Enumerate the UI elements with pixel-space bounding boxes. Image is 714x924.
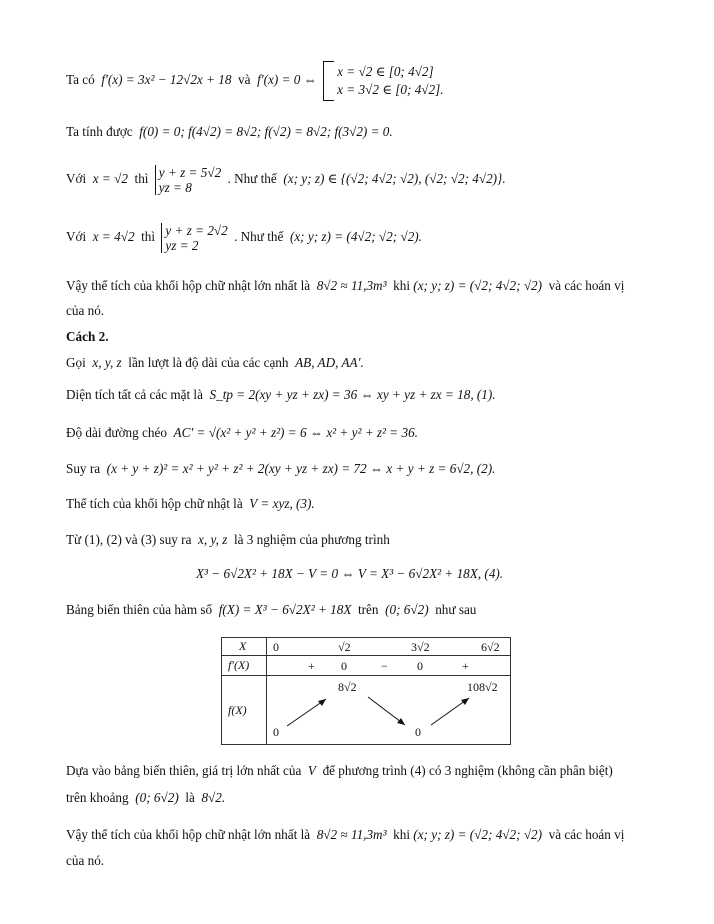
area-line [66,387,496,403]
text: Độ dài đường chéo [66,425,167,440]
text: Ta tính được [66,124,133,139]
text: Từ (1), (2) và (3) suy ra [66,532,192,547]
text: trên [357,602,379,617]
text: Gọi [66,355,86,370]
x-value: 3√2 [411,640,430,654]
conclusion-line [66,278,624,294]
x-value: 6√2 [481,640,500,654]
solution-set [337,63,443,99]
text: Vậy thể tích của khối hộp chữ nhật lớn nhất là [66,827,311,842]
text: . Như thế [234,229,284,245]
case-value: x = 4√2 [92,229,135,245]
solution: (x; y; z) = (√2; 4√2; √2) [413,827,543,842]
value: 8√2. [201,790,226,805]
text: của nó. [66,853,105,868]
text: Diện tích tất cả các mặt là [66,387,203,402]
row-x-label: X [239,639,247,653]
solution-2: x = 3√2 ∈ [0; 4√2]. [337,82,444,97]
case-2-line [66,223,422,253]
text: Với [66,229,87,245]
edges: AB, AD, AA′. [295,355,364,370]
equation: yz = 8 [158,180,192,195]
text: lần lượt là độ dài của các cạnh [128,355,289,370]
text: Với [66,171,87,187]
sign: 0 [341,659,347,673]
final-conclusion-line [66,827,624,843]
variation-table [221,637,511,745]
interval: (0; 6√2) [135,790,179,805]
text: trên khoảng [66,790,129,805]
sign: + [308,659,315,673]
text: thì [141,229,156,245]
table-intro-line [66,602,476,618]
variables: x, y, z [198,532,228,547]
text: là 3 nghiệm của phương trình [233,532,390,547]
sign: − [381,659,388,673]
function: f(X) = X³ − 6√2X² + 18X [218,602,352,617]
solution-set: (x; y; z) ∈ {(√2; 4√2; √2), (√2; √2; 4√2)}. [283,171,506,187]
text: Suy ra [66,461,101,476]
row-derivative-label: f′(X) [228,658,250,672]
f-value: 108√2 [467,680,498,694]
variables: x, y, z [92,355,122,370]
derivative-formula: f′(x) = 3x² − 12√2x + 18 [101,72,232,88]
case-1-line [66,165,506,195]
equation-system [155,165,221,195]
max-volume: 8√2 ≈ 11,3m³ [316,827,387,842]
f-value: 0 [415,725,421,739]
volume-line [66,496,315,512]
text: Ta có [66,72,95,88]
equation: y + z = 5√2 [158,165,222,180]
text: khi [393,827,410,842]
equation: y + z = 2√2 [165,223,228,238]
row-function-label: f(X) [228,703,247,717]
max-volume: 8√2 ≈ 11,3m³ [316,278,387,293]
definition-line [66,355,364,371]
equation: yz = 2 [165,238,199,253]
text: Dựa vào bảng biến thiên, giá trị lớn nhất của [66,763,302,778]
section-heading: Cách 2. [66,329,109,344]
roots-line [66,532,390,548]
analysis-line [66,763,613,779]
solution: (x; y; z) = (4√2; √2; √2). [289,229,422,245]
text: . Như thế [227,171,277,187]
solution-1: x = √2 ∈ [0; 4√2] [337,64,434,79]
text: như sau [435,602,477,617]
text: khi [393,278,410,293]
diagonal-equation: AC′ = √(x² + y² + z²) = 6 ⇔ x² + y² + z² = 36. [173,425,418,440]
area-equation: S_tp = 2(xy + yz + zx) = 36 ⇔ xy + yz + zx = 18, (1). [209,387,496,402]
text: và các hoán vị [548,827,625,842]
case-value: x = √2 [92,171,128,187]
text: Thể tích của khối hộp chữ nhật là [66,496,243,511]
x-value: √2 [338,640,351,654]
text: của nó. [66,303,105,318]
variable: V [307,763,316,778]
sum-equation: (x + y + z)² = x² + y² + z² + 2(xy + yz + zx) = 72 ⇔ x + y + z = 6√2, (2). [106,461,496,476]
diagonal-line [66,425,418,441]
text: và [238,72,251,88]
sign: + [462,659,469,673]
f-value: 0 [273,725,279,739]
text: thì [134,171,149,187]
text: Bảng biến thiên của hàm số [66,602,213,617]
cubic-equation: X³ − 6√2X² + 18X − V = 0 ⇔ V = X³ − 6√2X² + 18X, (4). [196,566,504,581]
x-value: 0 [273,640,279,654]
bracket [323,61,334,101]
text: và các hoán vị [548,278,625,293]
derivative-zero: f′(x) = 0 ⇔ [257,72,317,88]
solution: (x; y; z) = (√2; 4√2; √2) [413,278,543,293]
volume-equation: V = xyz, (3). [249,496,315,511]
equation-system [161,223,227,253]
derivative-line [66,61,444,101]
f-value: 8√2 [338,680,357,694]
text: là [185,790,195,805]
sum-line [66,461,495,477]
interval-line [66,790,225,806]
text: Vậy thể tích của khối hộp chữ nhật lớn nhất là [66,278,311,293]
values-line [66,124,393,140]
sign: 0 [417,659,423,673]
function-values: f(0) = 0; f(4√2) = 8√2; f(√2) = 8√2; f(3√2) = 0. [139,124,393,139]
text: để phương trình (4) có 3 nghiệm (không cần phân biệt) [322,763,613,778]
interval: (0; 6√2) [385,602,429,617]
